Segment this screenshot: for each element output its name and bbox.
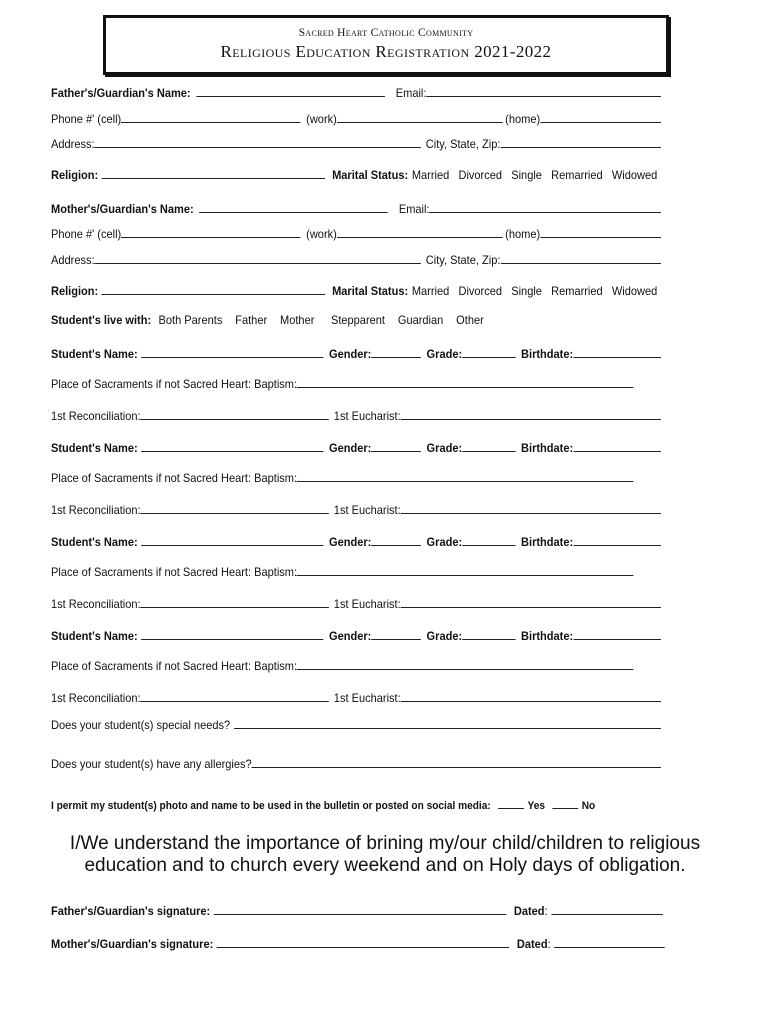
student-4-name-row <box>51 627 661 644</box>
mother-marital-remarried[interactable]: Remarried <box>551 284 603 298</box>
student-sacraments-label: Place of Sacraments if not Sacred Heart: Baptism: <box>51 659 298 673</box>
student-1-sacraments-row <box>51 375 633 392</box>
permission-no-label: No <box>581 800 596 812</box>
father-marital-single[interactable]: Single <box>511 168 542 182</box>
student-4-eucharist-field[interactable] <box>401 689 661 702</box>
mother-name-field[interactable] <box>199 200 388 213</box>
mother-home-field[interactable] <box>540 225 661 238</box>
mother-csz-label: City, State, Zip: <box>425 253 501 267</box>
student-2-grade-field[interactable] <box>462 439 515 452</box>
lives-with-stepparent[interactable]: Stepparent <box>330 313 385 327</box>
father-signature-row <box>51 902 663 919</box>
permission-no-field[interactable] <box>552 796 578 809</box>
father-cell-field[interactable] <box>121 110 300 123</box>
student-grade-label: Grade: <box>426 347 463 361</box>
father-email-field[interactable] <box>426 84 660 97</box>
student-3-reconciliation-field[interactable] <box>141 595 330 608</box>
student-3-name-row <box>51 533 661 550</box>
student-2-name-row <box>51 439 661 456</box>
student-grade-label: Grade: <box>426 629 463 643</box>
student-sacraments-label: Place of Sacraments if not Sacred Heart: Baptism: <box>51 377 298 391</box>
mother-religion-label: Religion: <box>51 284 99 298</box>
father-dated-colon: : <box>544 904 548 918</box>
student-3-grade-field[interactable] <box>462 533 515 546</box>
mother-name-label: Mother's/Guardian's Name: <box>51 202 194 216</box>
student-grade-label: Grade: <box>426 535 463 549</box>
mother-cell-field[interactable] <box>121 225 300 238</box>
student-1-eucharist-field[interactable] <box>401 407 661 420</box>
photo-permission-row <box>51 796 661 814</box>
permission-yes-label: Yes <box>527 800 545 812</box>
student-4-baptism-field[interactable] <box>297 657 633 670</box>
lives-with-father[interactable]: Father <box>235 313 268 327</box>
father-email-label: Email: <box>395 86 427 100</box>
student-reconciliation-label: 1st Reconciliation: <box>51 503 141 517</box>
allergies-row <box>51 755 661 772</box>
student-2-gender-field[interactable] <box>371 439 421 452</box>
father-signature-label: Father's/Guardian's signature: <box>51 904 211 918</box>
student-eucharist-label: 1st Eucharist: <box>333 409 401 423</box>
student-birthdate-label: Birthdate: <box>521 629 574 643</box>
student-2-sacraments-row <box>51 469 633 486</box>
father-address-label: Address: <box>51 137 95 151</box>
student-eucharist-label: 1st Eucharist: <box>333 691 401 705</box>
student-3-sacraments-dates-row <box>51 595 661 612</box>
organization-name: Sacred Heart Catholic Community <box>298 27 474 39</box>
father-name-label: Father's/Guardian's Name: <box>51 86 191 100</box>
mother-work-field[interactable] <box>337 225 503 238</box>
mother-cell-label: Phone #' (cell) <box>51 227 122 241</box>
mother-name-row <box>51 200 661 217</box>
student-2-reconciliation-field[interactable] <box>141 501 330 514</box>
student-grade-label: Grade: <box>426 441 463 455</box>
student-3-baptism-field[interactable] <box>297 563 633 576</box>
student-4-grade-field[interactable] <box>462 627 515 640</box>
student-1-baptism-field[interactable] <box>297 375 633 388</box>
mother-work-label: (work) <box>306 227 337 241</box>
student-1-birthdate-field[interactable] <box>573 345 661 358</box>
student-2-sacraments-dates-row <box>51 501 661 518</box>
mother-dated-colon: : <box>547 937 551 951</box>
student-1-sacraments-dates-row <box>51 407 661 424</box>
father-home-label: (home) <box>505 112 541 126</box>
mother-signature-field[interactable] <box>217 935 510 948</box>
permission-yes-field[interactable] <box>498 796 524 809</box>
mother-marital-label: Marital Status: <box>332 284 409 298</box>
student-4-reconciliation-field[interactable] <box>141 689 330 702</box>
mother-email-label: Email: <box>398 202 430 216</box>
father-csz-field[interactable] <box>500 135 661 148</box>
student-eucharist-label: 1st Eucharist: <box>333 597 401 611</box>
mother-email-field[interactable] <box>430 200 661 213</box>
attendance-statement: I/We understand the importance of brining my/our child/children to religious education and to church every weekend and on Holy days of obligation. <box>69 833 701 876</box>
mother-address-row <box>51 251 661 268</box>
student-gender-label: Gender: <box>329 629 372 643</box>
father-home-field[interactable] <box>540 110 661 123</box>
student-3-sacraments-row <box>51 563 633 580</box>
student-3-eucharist-field[interactable] <box>401 595 661 608</box>
student-2-baptism-field[interactable] <box>297 469 633 482</box>
mother-phone-row <box>51 225 661 242</box>
mother-address-field[interactable] <box>95 251 422 264</box>
student-1-name-field[interactable] <box>141 345 323 358</box>
father-work-field[interactable] <box>337 110 503 123</box>
photo-permission-text: I permit my student(s) photo and name to be used in the bulletin or posted on social media: <box>51 800 491 812</box>
student-2-eucharist-field[interactable] <box>401 501 661 514</box>
father-religion-field[interactable] <box>102 166 325 179</box>
father-marital-married[interactable]: Married <box>411 168 450 182</box>
father-address-field[interactable] <box>95 135 422 148</box>
lives-with-label: Student's live with: <box>51 313 152 327</box>
student-birthdate-label: Birthdate: <box>521 535 574 549</box>
student-4-birthdate-field[interactable] <box>573 627 661 640</box>
father-work-label: (work) <box>306 112 337 126</box>
student-sacraments-label: Place of Sacraments if not Sacred Heart: Baptism: <box>51 471 298 485</box>
father-cell-label: Phone #' (cell) <box>51 112 122 126</box>
student-3-name-field[interactable] <box>141 533 323 546</box>
father-marital-label: Marital Status: <box>332 168 409 182</box>
allergies-field[interactable] <box>252 755 661 768</box>
student-name-label: Student's Name: <box>51 629 138 643</box>
father-dated-label: Dated <box>513 904 545 918</box>
father-marital-remarried[interactable]: Remarried <box>551 168 603 182</box>
mother-marital-widowed[interactable]: Widowed <box>611 284 658 298</box>
form-title: Religious Education Registration 2021-2022 <box>220 42 552 61</box>
father-address-row <box>51 135 661 152</box>
student-name-label: Student's Name: <box>51 441 138 455</box>
lives-with-mother[interactable]: Mother <box>280 313 315 327</box>
mother-religion-row <box>51 282 661 299</box>
father-csz-label: City, State, Zip: <box>425 137 501 151</box>
student-gender-label: Gender: <box>329 535 372 549</box>
student-1-reconciliation-field[interactable] <box>141 407 330 420</box>
father-marital-divorced[interactable]: Divorced <box>458 168 503 182</box>
lives-with-both-parents[interactable]: Both Parents <box>158 313 223 327</box>
mother-dated-label: Dated <box>516 937 548 951</box>
student-2-birthdate-field[interactable] <box>573 439 661 452</box>
student-name-label: Student's Name: <box>51 535 138 549</box>
student-1-name-row <box>51 345 661 362</box>
student-name-label: Student's Name: <box>51 347 138 361</box>
student-4-sacraments-dates-row <box>51 689 661 706</box>
father-dated-field[interactable] <box>551 902 663 915</box>
lives-with-other[interactable]: Other <box>456 313 484 327</box>
student-reconciliation-label: 1st Reconciliation: <box>51 691 141 705</box>
student-3-gender-field[interactable] <box>371 533 421 546</box>
student-reconciliation-label: 1st Reconciliation: <box>51 597 141 611</box>
father-marital-widowed[interactable]: Widowed <box>611 168 658 182</box>
student-1-gender-field[interactable] <box>371 345 421 358</box>
allergies-label: Does your student(s) have any allergies? <box>51 757 252 771</box>
mother-signature-label: Mother's/Guardian's signature: <box>51 937 214 951</box>
lives-with-row <box>51 312 661 328</box>
student-birthdate-label: Birthdate: <box>521 347 574 361</box>
father-phone-row <box>51 110 661 127</box>
father-signature-field[interactable] <box>214 902 507 915</box>
father-name-row <box>51 84 661 101</box>
father-religion-label: Religion: <box>51 168 99 182</box>
mother-address-label: Address: <box>51 253 95 267</box>
student-sacraments-label: Place of Sacraments if not Sacred Heart: Baptism: <box>51 565 298 579</box>
student-3-birthdate-field[interactable] <box>573 533 661 546</box>
mother-dated-field[interactable] <box>554 935 664 948</box>
student-4-sacraments-row <box>51 657 633 674</box>
student-4-name-field[interactable] <box>141 627 323 640</box>
student-2-name-field[interactable] <box>141 439 323 452</box>
mother-marital-single[interactable]: Single <box>511 284 542 298</box>
student-gender-label: Gender: <box>329 441 372 455</box>
special-needs-field[interactable] <box>234 716 661 729</box>
mother-marital-married[interactable]: Married <box>411 284 450 298</box>
mother-signature-row <box>51 935 665 952</box>
student-reconciliation-label: 1st Reconciliation: <box>51 409 141 423</box>
mother-csz-field[interactable] <box>500 251 661 264</box>
student-eucharist-label: 1st Eucharist: <box>333 503 401 517</box>
lives-with-guardian[interactable]: Guardian <box>397 313 444 327</box>
student-4-gender-field[interactable] <box>371 627 421 640</box>
student-1-grade-field[interactable] <box>462 345 515 358</box>
mother-home-label: (home) <box>505 227 541 241</box>
special-needs-row <box>51 716 661 733</box>
form-header <box>103 15 669 75</box>
student-gender-label: Gender: <box>329 347 372 361</box>
student-birthdate-label: Birthdate: <box>521 441 574 455</box>
mother-religion-field[interactable] <box>102 282 325 295</box>
special-needs-label: Does your student(s) special needs? <box>51 718 231 732</box>
father-religion-row <box>51 166 661 183</box>
father-name-field[interactable] <box>196 84 385 97</box>
mother-marital-divorced[interactable]: Divorced <box>458 284 503 298</box>
